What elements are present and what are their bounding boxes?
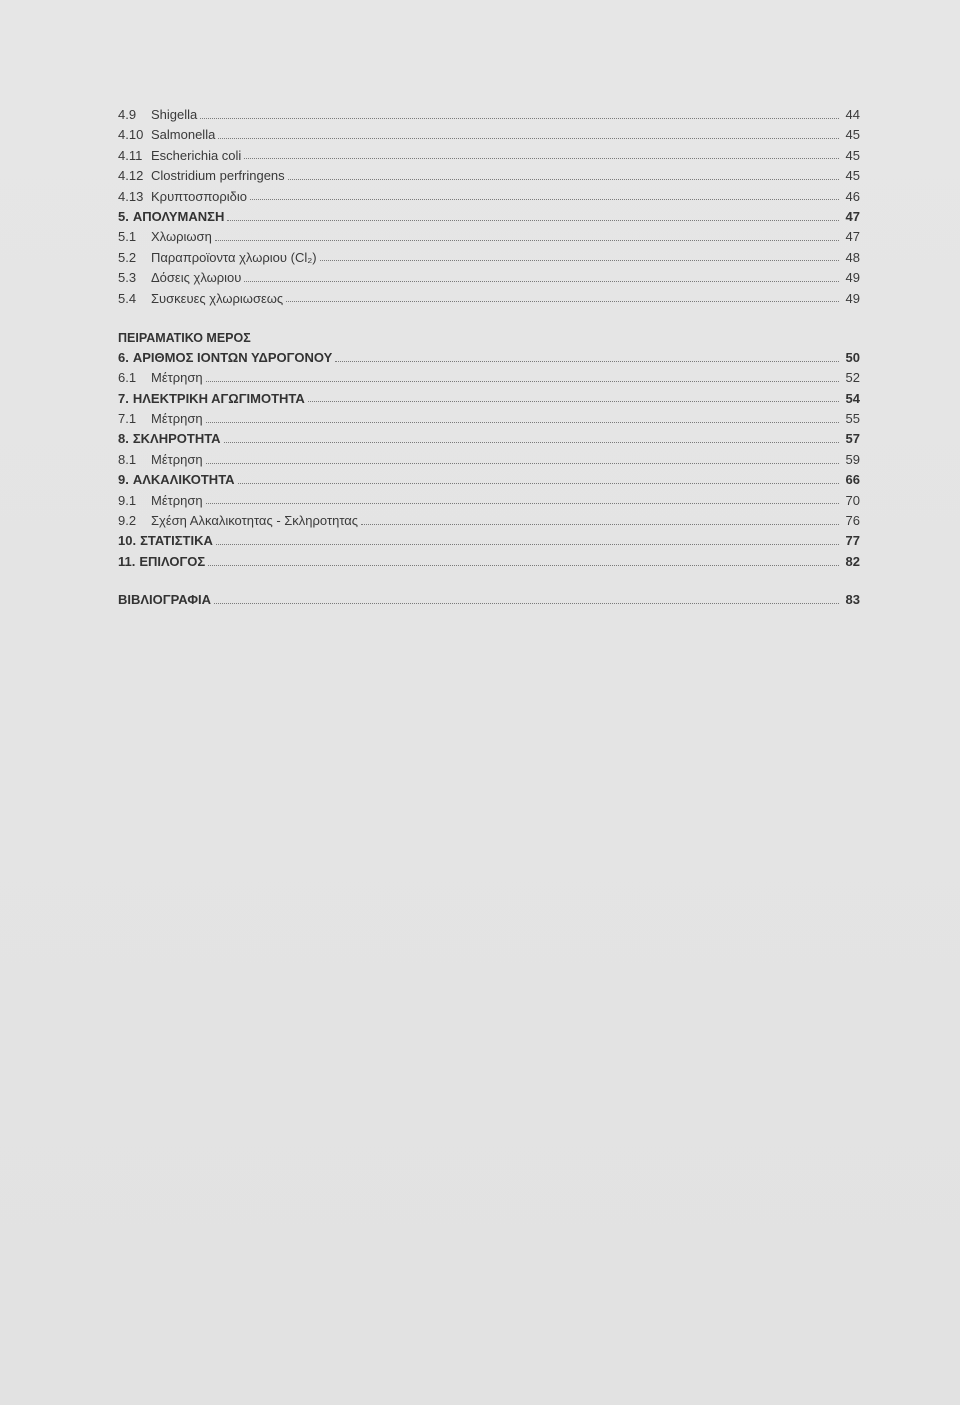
dot-leader (244, 281, 839, 282)
dot-leader (206, 381, 839, 382)
toc-entry[interactable] (118, 105, 860, 125)
dot-leader (286, 301, 839, 302)
dot-leader (206, 463, 839, 464)
toc-entry-title: ΣΚΛΗΡΟΤΗΤΑ (132, 431, 221, 447)
experimental-section-heading: ΠΕΙΡΑΜΑΤΙΚΟ ΜΕΡΟΣ (118, 330, 251, 345)
toc-entry-title: Χλωριωση (151, 229, 212, 245)
toc-entry[interactable] (118, 429, 860, 449)
toc-entry[interactable] (118, 348, 860, 368)
toc-part-2 (118, 348, 860, 572)
table-of-contents (118, 105, 860, 611)
toc-entry-title: Μέτρηση (151, 451, 203, 467)
toc-entry-page: 49 (845, 290, 860, 306)
dot-leader (238, 483, 839, 484)
toc-entry-number: 11. (118, 553, 136, 569)
toc-entry-number: 5.4 (118, 290, 137, 306)
toc-entry[interactable] (118, 491, 860, 511)
toc-entry-page: 57 (845, 431, 860, 447)
dot-leader (250, 199, 839, 200)
dot-leader (244, 158, 839, 159)
toc-entry-title: Συσκευες χλωριωσεως (151, 290, 284, 306)
toc-entry-number: 6.1 (118, 370, 137, 386)
toc-entry[interactable] (118, 207, 860, 227)
toc-entry-number: 6. (118, 349, 129, 365)
toc-entry-number: 5. (118, 208, 129, 224)
dot-leader (214, 603, 839, 604)
toc-entry[interactable] (118, 531, 860, 551)
dot-leader (206, 503, 839, 504)
toc-entry-title: Escherichia coli (151, 147, 242, 163)
toc-entry-page: 50 (845, 349, 860, 365)
toc-entry[interactable] (118, 552, 860, 572)
toc-entry[interactable] (118, 289, 860, 309)
dot-leader (308, 401, 839, 402)
toc-entry-title: ΑΛΚΑΛΙΚΟΤΗΤΑ (132, 472, 235, 488)
toc-entry-page: 59 (845, 451, 860, 467)
toc-entry[interactable] (118, 187, 860, 207)
dot-leader (320, 260, 839, 261)
toc-entry-page: 52 (845, 370, 860, 386)
dot-leader (218, 138, 839, 139)
toc-entry-number: 5.1 (118, 229, 137, 245)
toc-entry-number: 7.1 (118, 411, 137, 427)
toc-entry[interactable] (118, 166, 860, 186)
toc-entry-page: 47 (845, 208, 860, 224)
dot-leader (224, 442, 839, 443)
toc-entry-title: Δόσεις χλωριου (151, 270, 242, 286)
toc-entry-title: ΑΠΟΛΥΜΑΝΣΗ (132, 208, 225, 224)
toc-entry-page: 77 (845, 533, 860, 549)
toc-entry-page: 48 (845, 249, 860, 265)
toc-entry-number: 5.2 (118, 249, 137, 265)
toc-entry-title: Μέτρηση (151, 370, 203, 386)
dot-leader (227, 220, 839, 221)
toc-entry-number: 8.1 (118, 451, 137, 467)
toc-entry-page: 46 (845, 188, 860, 204)
toc-entry[interactable] (118, 248, 860, 268)
toc-entry-page: 66 (845, 472, 860, 488)
toc-entry-title: Μέτρηση (151, 492, 203, 508)
toc-entry-title: ΒΙΒΛΙΟΓΡΑΦΙΑ (118, 592, 212, 608)
toc-entry-title: Παραπροϊοντα χλωριου (Cl₂) (151, 249, 317, 265)
dot-leader (288, 179, 839, 180)
toc-entry-number: 4.13 (118, 188, 144, 204)
dot-leader (335, 361, 839, 362)
toc-entry[interactable] (118, 450, 860, 470)
toc-part-1 (118, 105, 860, 309)
toc-entry[interactable] (118, 368, 860, 388)
dot-leader (216, 544, 839, 545)
toc-entry-title: Κρυπτοσποριδιο (151, 188, 248, 204)
toc-entry-page: 55 (845, 411, 860, 427)
toc-entry-number: 4.11 (118, 147, 143, 163)
toc-entry-page: 70 (845, 492, 860, 508)
dot-leader (361, 524, 839, 525)
toc-entry-page: 49 (845, 270, 860, 286)
toc-entry-title: ΑΡΙΘΜΟΣ ΙΟΝΤΩΝ ΥΔΡΟΓΟΝΟΥ (132, 349, 333, 365)
toc-entry-number: 8. (118, 431, 129, 447)
toc-entry-number: 9.1 (118, 492, 137, 508)
toc-entry-number: 4.9 (118, 107, 137, 122)
toc-entry-number: 7. (118, 390, 129, 406)
toc-entry-page: 54 (845, 390, 860, 406)
toc-entry-number: 10. (118, 533, 137, 549)
toc-entry-title: Shigella (151, 107, 198, 122)
toc-entry-bibliography[interactable] (118, 590, 860, 610)
toc-entry-page: 44 (845, 107, 860, 122)
dot-leader (200, 118, 839, 119)
toc-entry-number: 9. (118, 472, 129, 488)
toc-entry-title: Clostridium perfringens (151, 168, 285, 184)
toc-entry[interactable] (118, 389, 860, 409)
toc-entry-number: 9.2 (118, 513, 137, 529)
toc-entry[interactable] (118, 511, 860, 531)
toc-entry-number: 4.12 (118, 168, 144, 184)
toc-entry-title: Μέτρηση (151, 411, 203, 427)
toc-entry-page: 45 (845, 147, 860, 163)
toc-entry-page: 45 (845, 127, 860, 143)
toc-entry-title: Salmonella (151, 127, 216, 143)
toc-entry-number: 5.3 (118, 270, 137, 286)
toc-entry[interactable] (118, 470, 860, 490)
toc-entry[interactable] (118, 146, 860, 166)
dot-leader (215, 240, 839, 241)
dot-leader (206, 422, 839, 423)
toc-entry-title: ΕΠΙΛΟΓΟΣ (139, 553, 206, 569)
toc-entry-page: 47 (845, 229, 860, 245)
toc-entry-page: 82 (845, 553, 860, 569)
toc-entry-page: 83 (845, 592, 860, 608)
toc-entry[interactable] (118, 227, 860, 247)
toc-entry-number: 4.10 (118, 127, 144, 143)
toc-entry-title: ΣΤΑΤΙΣΤΙΚΑ (140, 533, 213, 549)
toc-entry[interactable] (118, 125, 860, 145)
toc-entry[interactable] (118, 268, 860, 288)
toc-entry-page: 45 (845, 168, 860, 184)
toc-entry[interactable] (118, 409, 860, 429)
toc-entry-title: Σχέση Αλκαλικοτητας - Σκληροτητας (151, 513, 359, 529)
section-gap (118, 309, 860, 329)
dot-leader (208, 565, 839, 566)
toc-entry-page: 76 (845, 513, 860, 529)
toc-entry-title: ΗΛΕΚΤΡΙΚΗ ΑΓΩΓΙΜΟΤΗΤΑ (132, 390, 305, 406)
